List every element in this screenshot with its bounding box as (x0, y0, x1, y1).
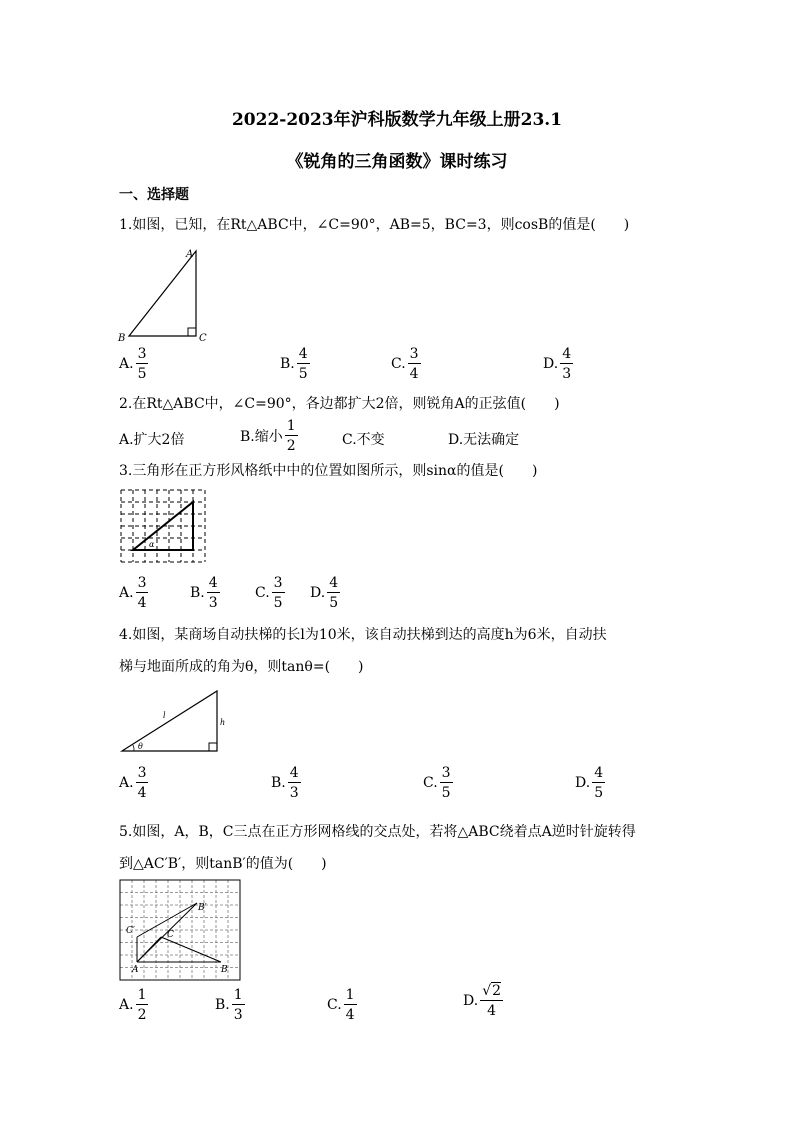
q1-option-a-num: 3 (137, 346, 147, 362)
q4-escalator-figure (119, 688, 224, 754)
q5-option-a-fraction (136, 988, 149, 1022)
q4-option-c-den: 5 (441, 785, 451, 801)
q4-option-c-letter: C. (423, 775, 438, 791)
q2-option-b-num: 1 (286, 418, 296, 434)
worksheet-title-line1: 2022-2023年沪科版数学九年级上册23.1 (231, 110, 563, 130)
q1-option-c-fraction (408, 347, 421, 381)
q4-option-a-fraction (136, 766, 149, 800)
q1-option-c[interactable] (391, 347, 421, 381)
section-heading: 一、选择题 (119, 187, 189, 203)
q5-option-d-radicand: 2 (492, 983, 502, 999)
q5-option-c-den: 4 (345, 1007, 355, 1023)
q2-option-d[interactable]: D.无法确定 (448, 432, 520, 448)
q4-option-b-num: 4 (289, 765, 299, 781)
sqrt-sign: √ (482, 983, 492, 999)
q5-option-b-den: 3 (233, 1007, 243, 1023)
q3-option-c-num: 3 (273, 575, 283, 591)
q3-option-a-fraction (136, 576, 149, 610)
q5-option-b-num: 1 (233, 987, 243, 1003)
q5-grid-rotation-figure (120, 880, 240, 980)
q1-option-c-letter: C. (391, 356, 406, 372)
q2-option-b[interactable] (240, 419, 298, 453)
question-5-text-line2: 到△AC′B′，则tanB′的值为( ) (119, 856, 327, 872)
q4-option-b[interactable] (271, 766, 301, 800)
q4-option-c-num: 3 (441, 765, 451, 781)
q3-dashed-grid-figure (121, 490, 205, 562)
q1-option-d-letter: D. (543, 356, 559, 372)
question-5-text-line1: 5.如图，A，B，C三点在正方形网格线的交点处，若将△ABC绕着点A逆时针旋转得 (119, 824, 636, 840)
q1-option-b[interactable] (280, 347, 310, 381)
q1-label-b: B (118, 333, 126, 344)
q1-option-a[interactable] (119, 347, 148, 381)
worksheet-title-line2: 《锐角的三角函数》课时练习 (286, 152, 508, 172)
q5-option-a-letter: A. (119, 997, 134, 1013)
q4-option-a-num: 3 (137, 765, 147, 781)
q3-option-a[interactable] (119, 576, 148, 610)
q3-option-d-num: 4 (329, 575, 339, 591)
q5-option-a[interactable] (119, 988, 148, 1022)
question-4-text-line2: 梯与地面所成的角为θ，则tanθ=( ) (119, 659, 364, 675)
q3-option-c-den: 5 (273, 595, 283, 611)
q4-option-a[interactable] (119, 766, 148, 800)
q5-option-d-letter: D. (463, 993, 479, 1009)
q1-option-d[interactable] (543, 347, 573, 381)
q4-option-c-fraction (440, 766, 453, 800)
q5-option-c-letter: C. (327, 997, 342, 1013)
q1-option-c-den: 4 (409, 366, 419, 382)
q4-option-c[interactable] (423, 766, 453, 800)
q5-option-b-fraction (232, 988, 245, 1022)
q5-option-d-fraction (480, 984, 503, 1018)
q1-right-triangle-figure (115, 245, 215, 345)
question-3-text: 3.三角形在正方形风格纸中中的位置如图所示，则sinα的值是( ) (119, 463, 538, 479)
q1-option-d-den: 3 (562, 366, 572, 382)
q4-label-theta: θ (138, 742, 143, 751)
q4-option-d-letter: D. (575, 775, 591, 791)
q3-option-b-num: 4 (208, 575, 218, 591)
q5-option-d-den: 4 (487, 1003, 497, 1019)
q4-option-a-den: 4 (137, 785, 147, 801)
q4-option-d-den: 5 (594, 785, 604, 801)
q1-option-b-num: 4 (298, 346, 308, 362)
question-1-text: 1.如图，已知，在Rt△ABC中，∠C=90°，AB=5，BC=3，则cosB的值是( ) (119, 217, 630, 233)
q1-option-c-num: 3 (409, 346, 419, 362)
q5-option-b-letter: B. (215, 997, 230, 1013)
q3-option-d-letter: D. (310, 585, 326, 601)
q5-label-a: A (132, 965, 139, 975)
q4-option-b-fraction (288, 766, 301, 800)
q4-option-b-letter: B. (271, 775, 286, 791)
q2-option-b-letter: B.缩小 (240, 429, 283, 445)
q5-option-d-num (480, 984, 503, 1001)
q5-label-b: B (221, 965, 228, 975)
q1-option-a-fraction (136, 347, 149, 381)
q5-option-a-num: 1 (137, 987, 147, 1003)
q1-option-a-letter: A. (119, 356, 134, 372)
q5-option-a-den: 2 (137, 1007, 147, 1023)
q2-option-c[interactable]: C.不变 (342, 432, 385, 448)
q1-option-b-letter: B. (280, 356, 295, 372)
q4-option-a-letter: A. (119, 775, 134, 791)
q5-label-b-prime: B′ (198, 903, 207, 913)
q1-label-a: A (186, 249, 194, 260)
q1-option-b-fraction (297, 347, 310, 381)
question-2-text: 2.在Rt△ABC中，∠C=90°，各边都扩大2倍，则锐角A的正弦值( ) (119, 396, 560, 412)
q3-option-a-letter: A. (119, 585, 134, 601)
q5-option-c-num: 1 (345, 987, 355, 1003)
q5-label-c-prime: C′ (126, 926, 135, 936)
q2-option-b-den: 2 (286, 438, 296, 454)
q3-option-a-den: 4 (137, 595, 147, 611)
q2-option-a[interactable]: A.扩大2倍 (119, 432, 185, 448)
q3-option-c[interactable] (255, 576, 285, 610)
q1-option-b-den: 5 (298, 366, 308, 382)
q4-option-d[interactable] (575, 766, 605, 800)
q5-option-c[interactable] (327, 988, 357, 1022)
q3-option-d[interactable] (310, 576, 340, 610)
q4-option-d-num: 4 (594, 765, 604, 781)
q5-label-c: C (167, 930, 174, 940)
q3-option-b-den: 3 (208, 595, 218, 611)
q5-option-b[interactable] (215, 988, 245, 1022)
q1-label-c: C (199, 333, 207, 344)
q3-option-c-fraction (272, 576, 285, 610)
q2-option-b-fraction (285, 419, 298, 453)
q3-alpha-label: α (149, 540, 155, 549)
q3-option-b-letter: B. (190, 585, 205, 601)
q3-option-b-fraction (207, 576, 220, 610)
q5-option-d[interactable] (463, 984, 503, 1018)
q4-option-d-fraction (592, 766, 605, 800)
q3-option-c-letter: C. (255, 585, 270, 601)
question-4-text-line1: 4.如图，某商场自动扶梯的长l为10米，该自动扶梯到达的高度h为6米，自动扶 (119, 627, 607, 643)
q4-label-h: h (220, 718, 226, 727)
q1-option-d-num: 4 (562, 346, 572, 362)
q3-option-a-num: 3 (137, 575, 147, 591)
q3-option-d-fraction (327, 576, 340, 610)
q4-label-l: l (163, 711, 166, 720)
q3-option-b[interactable] (190, 576, 220, 610)
q4-option-b-den: 3 (289, 785, 299, 801)
q1-option-d-fraction (560, 347, 573, 381)
q5-option-c-fraction (344, 988, 357, 1022)
q3-option-d-den: 5 (329, 595, 339, 611)
q1-option-a-den: 5 (137, 366, 147, 382)
